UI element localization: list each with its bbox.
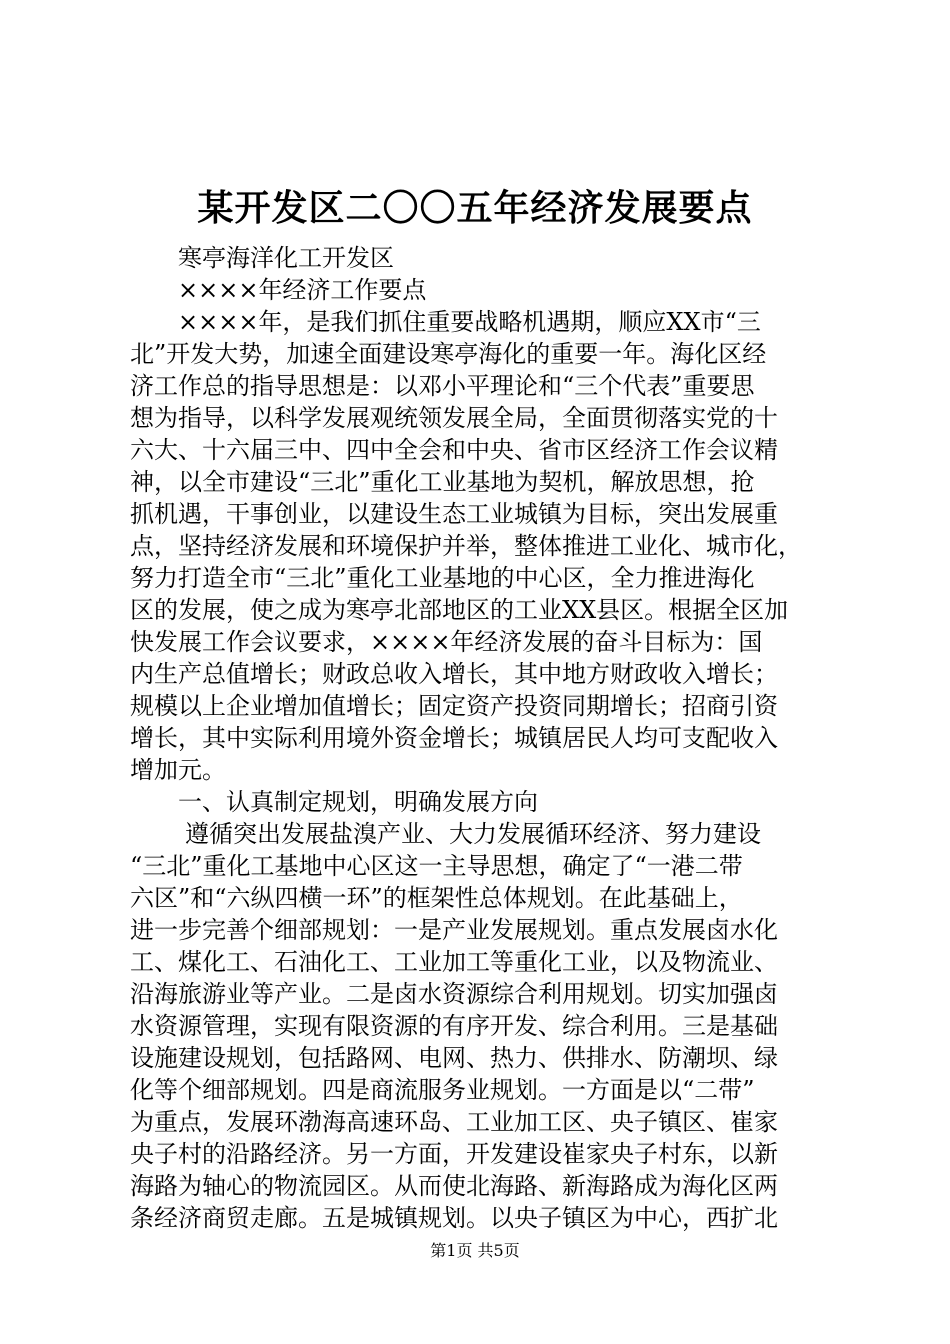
text-line: 沿海旅游业等产业。二是卤水资源综合利用规划。切实加强卤 — [130, 980, 778, 1008]
text-line: 水资源管理，实现有限资源的有序开发、综合利用。三是基础 — [130, 1012, 778, 1040]
text-line: 六大、十六届三中、四中全会和中央、省市区经济工作会议精 — [130, 436, 778, 464]
document-body — [130, 242, 830, 1234]
text-line: 海路为轴心的物流园区。从而使北海路、新海路成为海化区两 — [130, 1172, 778, 1200]
text-line: 遵循突出发展盐溴产业、大力发展循环经济、努力建设 — [185, 820, 761, 848]
text-line: 抓机遇，干事创业，以建设生态工业城镇为目标，突出发展重 — [130, 500, 778, 528]
text-line: 进一步完善个细部规划：一是产业发展规划。重点发展卤水化 — [130, 916, 778, 944]
text-line: 努力打造全市“三北”重化工业基地的中心区，全力推进海化 — [130, 564, 755, 592]
text-line: 寒亭海洋化工开发区 — [178, 244, 394, 272]
text-line: 想为指导，以科学发展观统领发展全局，全面贯彻落实党的十 — [130, 404, 778, 432]
text-line: “三北”重化工基地中心区这一主导思想，确定了“一港二带 — [130, 852, 743, 880]
text-line: 快发展工作会议要求，××××年经济发展的奋斗目标为：国 — [130, 628, 763, 656]
text-line: 内生产总值增长；财政总收入增长，其中地方财政收入增长； — [130, 660, 778, 688]
text-line: ××××年，是我们抓住重要战略机遇期，顺应XX市“三 — [178, 308, 761, 336]
text-line: ××××年经济工作要点 — [178, 276, 427, 304]
text-line: 增长，其中实际利用境外资金增长；城镇居民人均可支配收入 — [130, 724, 778, 752]
section-heading: 一、认真制定规划，明确发展方向 — [178, 788, 538, 816]
text-line: 北”开发大势，加速全面建设寒亭海化的重要一年。海化区经 — [130, 340, 767, 368]
text-line: 为重点，发展环渤海高速环岛、工业加工区、央子镇区、崔家 — [130, 1108, 778, 1136]
text-line: 条经济商贸走廊。五是城镇规划。以央子镇区为中心，西扩北 — [130, 1204, 778, 1232]
text-line: 工、煤化工、石油化工、工业加工等重化工业，以及物流业、 — [130, 948, 778, 976]
text-line: 区的发展，使之成为寒亭北部地区的工业XX县区。根据全区加 — [130, 596, 789, 624]
text-line: 点，坚持经济发展和环境保护并举，整体推进工业化、城市化， — [130, 532, 802, 560]
document-title: 某开发区二〇〇五年经济发展要点 — [197, 187, 753, 229]
text-line: 六区”和“六纵四横一环”的框架性总体规划。在此基础上， — [130, 884, 743, 912]
text-line: 神，以全市建设“三北”重化工业基地为契机，解放思想，抢 — [130, 468, 755, 496]
text-line: 济工作总的指导思想是：以邓小平理论和“三个代表”重要思 — [130, 372, 755, 400]
text-line: 设施建设规划，包括路网、电网、热力、供排水、防潮坝、绿 — [130, 1044, 778, 1072]
text-line: 规模以上企业增加值增长；固定资产投资同期增长；招商引资 — [130, 692, 778, 720]
text-line: 化等个细部规划。四是商流服务业规划。一方面是以“二带” — [130, 1076, 755, 1104]
text-line: 增加元。 — [130, 756, 226, 784]
text-line: 央子村的沿路经济。另一方面，开发建设崔家央子村东，以新 — [130, 1140, 778, 1168]
page-footer: 第1页 共5页 — [430, 1241, 520, 1260]
